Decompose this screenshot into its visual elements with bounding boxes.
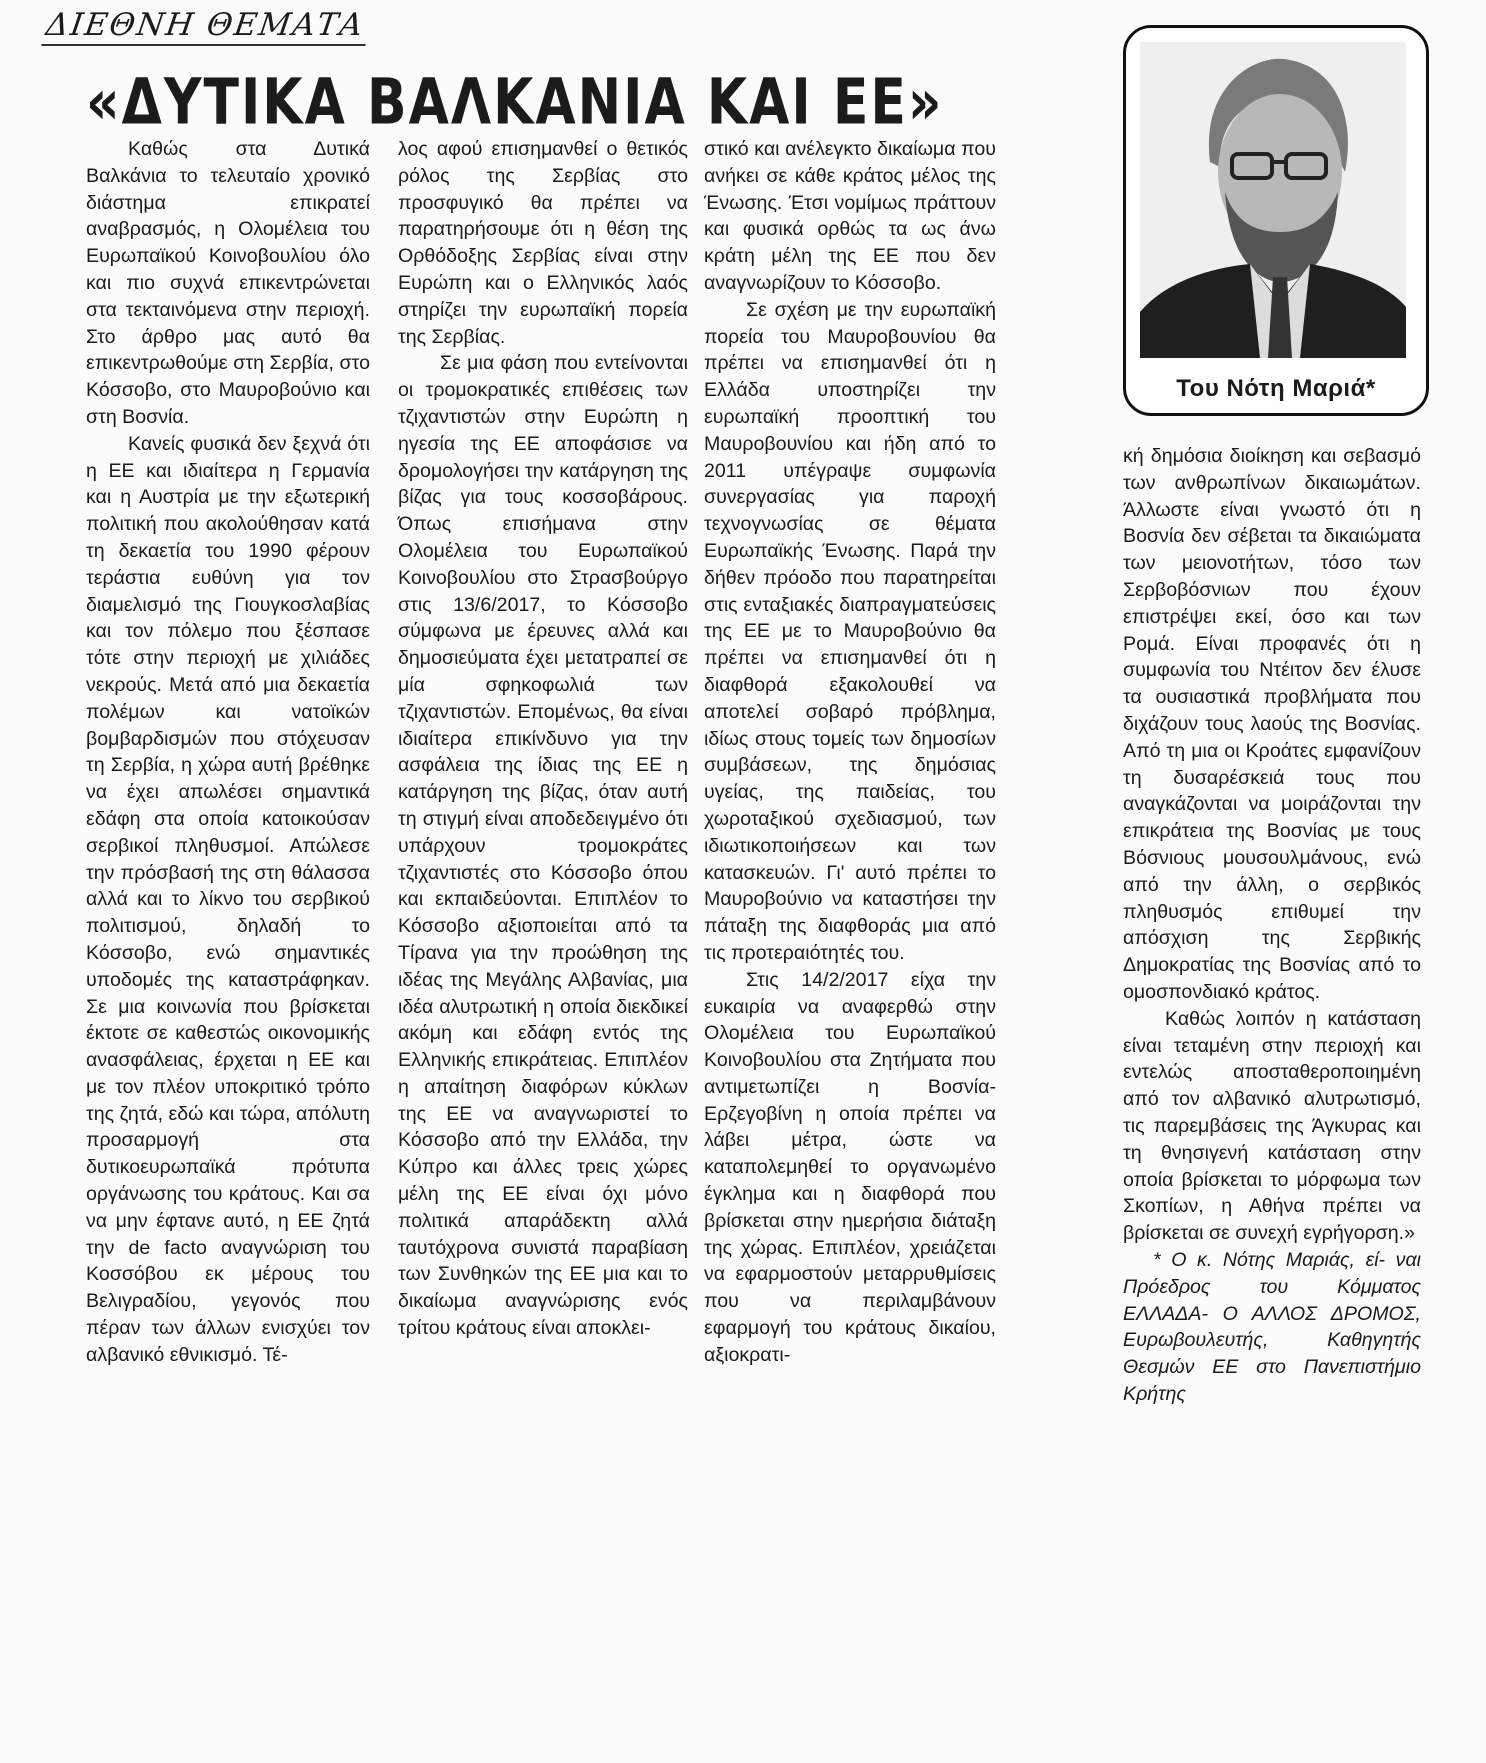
paragraph: Καθώς στα Δυτικά Βαλκάνια το τελευταίο χρονικό διάστημα επικρατεί αναβρασμός, η Ολομέλεια του Ευρωπαϊκού Κοινοβουλίου όλο και πιο συχνά επικεντρώνεται στα τεκταινόμενα στην περιοχή. Στο άρθρο μας αυτό θα επικεντρωθούμε στη Σερβία, στο Κόσσοβο, στο Μαυροβούνιο και στη Βοσνία. xyxy=(86,138,370,428)
article-headline: «ΔΥΤΙΚΑ ΒΑΛΚΑΝΙΑ ΚΑΙ ΕΕ» xyxy=(86,66,944,140)
article-column-1 xyxy=(86,136,370,1369)
article-column-4 xyxy=(1123,443,1421,1408)
paragraph: Σε σχέση με την ευρωπαϊκή πορεία του Μαυροβουνίου θα πρέπει να επισημανθεί ότι η Ελλάδα υποστηρίζει την ευρωπαϊκή προοπτική του Μαυροβουνίου και ήδη από το 2011 υπέγραψε συμφωνία συνεργασίας για παροχή τεχνογνωσίας σε θέματα Ευρωπαϊκής Ένωσης. Παρά την δήθεν πρόοδο που παρατηρείται στις ενταξιακές διαπραγματεύσεις της ΕΕ με το Μαυροβούνιο θα πρέπει να επισημανθεί ότι η διαφθορά εξακολουθεί να αποτελεί σοβαρό πρόβλημα, ιδίως στους τομείς των δημοσίων συμβάσεων, της δημόσιας υγείας, της παιδείας, του χωροταξικού σχεδιασμού, των ιδιωτικοποιήσεων και των κατασκευών. Γι' αυτό πρέπει το Μαυροβούνιο να καταστήσει την πάταξη της διαφθοράς μια από τις προτεραιότητές του. xyxy=(704,298,996,964)
paragraph: Σε μια φάση που εντείνονται οι τρομοκρατικές επιθέσεις των τζιχαντιστών στην Ευρώπη η ηγεσία της ΕΕ αποφάσισε να δρομολογήσει την κατάργηση της βίζας για τους κοσσοβάρους. Όπως επισήμανα στην Ολομέλεια του Ευρωπαϊκού Κοινοβουλίου στο Στρασβούργο στις 13/6/2017, το Κόσσοβο σύμφωνα με έρευνες αλλά και δημοσιεύματα έχει μετατραπεί σε μία σφηκοφωλιά των τζιχαντιστών. Επομένως, θα είναι ιδιαίτερα επικίνδυνο για την ασφάλεια της ίδιας της ΕΕ η κατάργηση της βίζας, όταν αυτή τη στιγμή είναι αποδεδειγμένο ότι υπάρχουν τρομοκράτες τζιχαντιστές στο Κόσσοβο όπου και εκπαιδεύονται. Επιπλέον το Κόσσοβο αξιοποιείται από τα Τίρανα για την προώθηση της ιδέας της Μεγάλης Αλβανίας, μια ιδέα αλυτρωτική η οποία διεκδικεί ακόμη και εδάφη εντός της Ελληνικής επικράτειας. Επιπλέον η απαίτηση διαφόρων κύκλων της ΕΕ να αναγνωριστεί το Κόσσοβο από την Ελλάδα, την Κύπρο και άλλες τρεις χώρες μέλη της ΕΕ είναι όχι μόνο πολιτικά απαράδεκτη αλλά ταυτόχρονα συνιστά παραβίαση των Συνθηκών της ΕΕ μια και το δικαίωμα αναγνώρισης ενός τρίτου κράτους είναι αποκλει- xyxy=(398,352,688,1340)
author-byline: Του Νότη Μαριά* xyxy=(1176,375,1376,402)
paragraph: Στις 14/2/2017 είχα την ευκαιρία να αναφερθώ στην Ολομέλεια του Ευρωπαϊκού Κοινοβουλίου στα Ζητήματα που αντιμετωπίζει η Βοσνία-Ερζεγοβίνη η οποία πρέπει να λάβει μέτρα, ώστε να καταπολεμηθεί το οργανωμένο έγκλημα και η διαφθορά που βρίσκεται στην ημερήσια διάταξη της χώρας. Επιπλέον, χρειάζεται να εφαρμοστούν μεταρρυθμίσεις που να περιλαμβάνουν εφαρμογή του κράτους δικαίου, αξιοκρατι- xyxy=(704,968,996,1366)
paragraph: Κανείς φυσικά δεν ξεχνά ότι η ΕΕ και ιδιαίτερα η Γερμανία και η Αυστρία με την εξωτερική πολιτική που ακολούθησαν κατά τη δεκαετία του 1990 φέρουν τεράστια ευθύνη για τον διαμελισμό της Γιουγκοσλαβίας και τον πόλεμο που ξέσπασε τότε στην περιοχή με χιλιάδες νεκρούς. Μετά από μια δεκαετία πολέμων και νατοϊκών βομβαρδισμών που στόχευσαν τη Σερβία, η χώρα αυτή βρέθηκε να έχει απωλέσει σημαντικά εδάφη στα οποία κατοικούσαν σερβικοί πληθυσμοί. Απώλεσε την πρόσβασή της στη θάλασσα αλλά και το λίκνο του σερβικού πολιτισμού, δηλαδή το Κόσσοβο, ενώ σημαντικές υποδομές της καταστράφηκαν. Σε μια κοινωνία που βρίσκεται έκτοτε σε καθεστώς οικονομικής ανασφάλειας, έρχεται η ΕΕ και με τον πλέον υποκριτικό τρόπο της ζητά, εδώ και τώρα, απόλυτη προσαρμογή στα δυτικοευρωπαϊκά πρότυπα οργάνωσης του κράτους. Και σα να μην έφτανε αυτό, η ΕΕ ζητά την de facto αναγνώριση του Κοσσόβου εκ μέρους του Βελιγραδίου, γεγονός που πέραν των άλλων ενισχύει τον αλβανικό εθνικισμό. Τέ- xyxy=(86,432,370,1366)
article-column-2 xyxy=(398,136,688,1342)
author-portrait xyxy=(1140,42,1406,358)
paragraph: κή δημόσια διοίκηση και σεβασμό των ανθρωπίνων δικαιωμάτων. Άλλωστε είναι γνωστό ότι η Βοσνία δεν σέβεται τα δικαιώματα των μειονοτήτων, τόσο των Σερβοβόσνιων που έχουν επιστρέψει εκεί, όσο και των Ρομά. Είναι προφανές ότι η συμφωνία του Ντέιτον δεν έλυσε τα ουσιαστικά προβλήματα που διχάζουν τους λαούς της Βοσνίας. Από τη μια οι Κροάτες εμφανίζουν τη δυσαρέσκειά τους που αναγκάζονται να μοιράζονται την επικράτεια της Βοσνίας με τους Βόσνιους μουσουλμάνους, ενώ από την άλλη, ο σερβικός πληθυσμός επιθυμεί την απόσχιση της Σερβικής Δημοκρατίας της Βοσνίας από το ομοσπονδιακό κράτος. xyxy=(1123,445,1421,1003)
paragraph: Καθώς λοιπόν η κατάσταση είναι τεταμένη στην περιοχή και εντελώς αποσταθεροποιημένη από τον αλβανικό αλυτρωτισμό, τις παρεμβάσεις της Άγκυρας και τη θνησιγενή κατάσταση στην οποία βρίσκεται το μόρφωμα των Σκοπίων, η Αθήνα πρέπει να βρίσκεται σε συνεχή εγρήγορση.» xyxy=(1123,1007,1421,1245)
section-label: ΔΙΕΘΝΗ ΘΕΜΑΤΑ xyxy=(41,8,370,46)
paragraph: στικό και ανέλεγκτο δικαίωμα που ανήκει σε κάθε κράτος μέλος της Ένωσης. Έτσι νομίμως πράττουν και φυσικά ορθώς τα ως άνω κράτη μέλη της ΕΕ που δεν αναγνωρίζουν το Κόσσοβο. xyxy=(704,138,996,294)
author-photo-frame xyxy=(1123,25,1429,416)
author-note xyxy=(1123,1247,1421,1408)
author-note-rest: ναι Πρόεδρος του Κόμματος ΕΛΛΑΔΑ- Ο ΑΛΛΟΣ ΔΡΟΜΟΣ, Ευρωβουλευτής, Καθηγητής Θεσμών ΕΕ στο Πανεπιστήμιο Κρήτης xyxy=(1123,1248,1421,1405)
paragraph: λος αφού επισημανθεί ο θετικός ρόλος της Σερβίας στο προσφυγικό θα πρέπει να παρατηρήσουμε ότι η θέση της Ορθόδοξης Σερβίας είναι στην Ευρώπη και ο Ελληνικός λαός στηρίζει την ευρωπαϊκή πορεία της Σερβίας. xyxy=(398,138,688,348)
author-note-first: * Ο κ. Νότης Μαριάς, εί- xyxy=(1153,1248,1386,1271)
article-column-3 xyxy=(704,136,996,1369)
